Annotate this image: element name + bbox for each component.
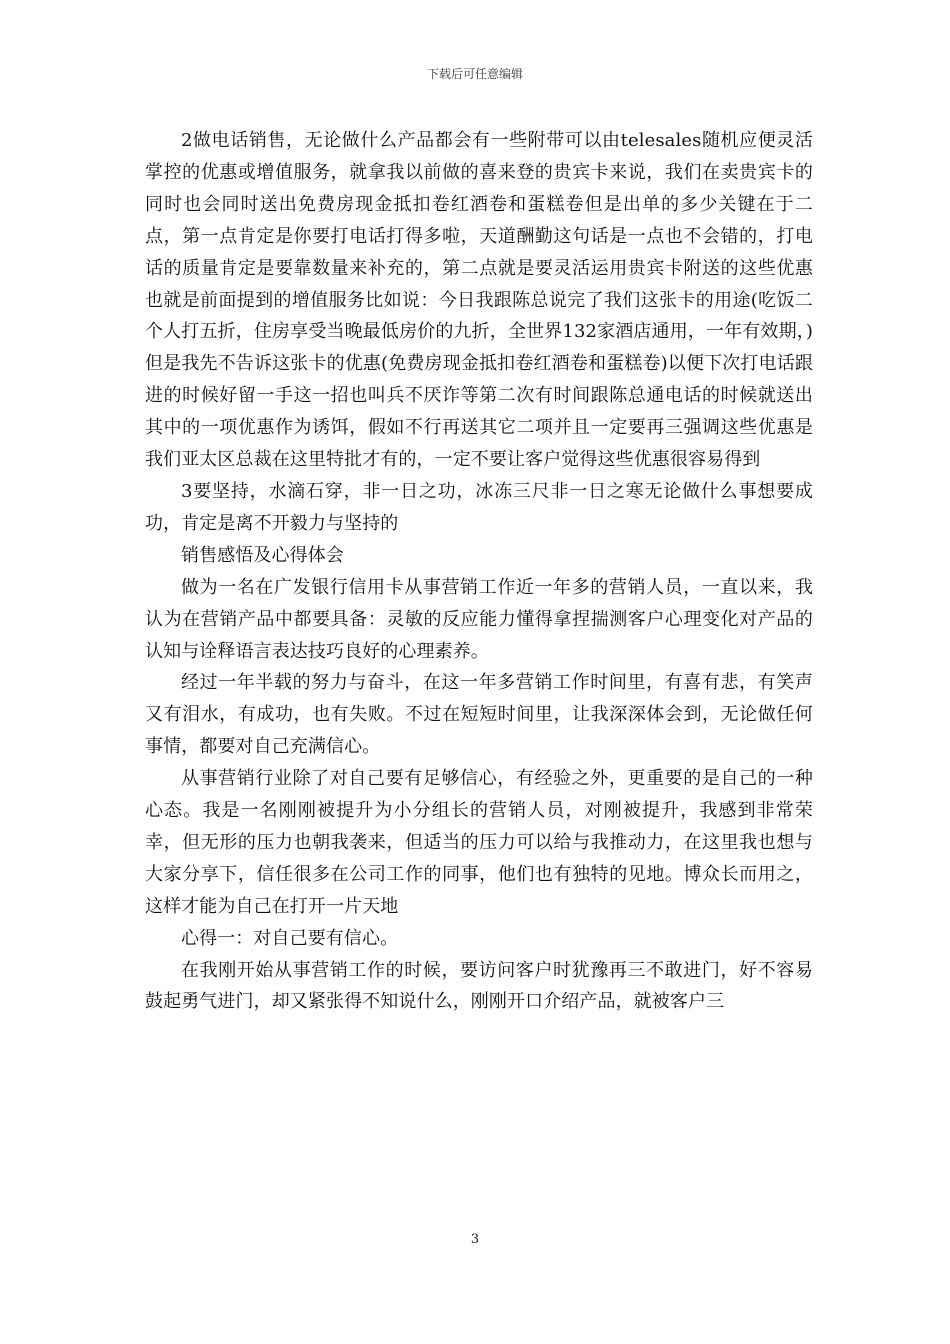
document-body <box>145 125 813 1018</box>
paragraph-first-visits: 在我刚开始从事营销工作的时候，要访问客户时犹豫再三不敢进门，好不容易鼓起勇气进门，却又紧张得不知说什么，刚刚开口介绍产品，就被客户三 <box>145 959 813 1013</box>
paragraph-introduction: 做为一名在广发银行信用卡从事营销工作近一年多的营销人员，一直以来，我认为在营销产品中都要具备：灵敏的反应能力懂得拿捏揣测客户心理变化对产品的认知与诠释语言表达技巧良好的心理素养。 <box>145 576 813 662</box>
section-heading: 销售感悟及心得体会 <box>181 544 344 566</box>
paragraph-persistence: 3要坚持，水滴石穿，非一日之功，冰冻三尺非一日之寒无论做什么事想要成功，肯定是离不开毅力与坚持的 <box>145 480 813 534</box>
subheading-confidence: 心得一：对自己要有信心。 <box>181 927 399 949</box>
paragraph-telesales-tips: 2做电话销售，无论做什么产品都会有一些附带可以由telesales随机应便灵活掌控的优惠或增值服务，就拿我以前做的喜来登的贵宾卡来说，我们在卖贵宾卡的同时也会同时送出免费房现金抵扣卷红酒卷和蛋糕卷但是出单的多少关键在于二点，第一点肯定是你要打电话打得多啦，天道酬勤这句话是一点也不会错的，打电话的质量肯定是要靠数量来补充的，第二点就是要灵活运用贵宾卡附送的这些优惠也就是前面提到的增值服务比如说：今日我跟陈总说完了我们这张卡的用途(吃饭二个人打五折，住房享受当晚最低房价的九折，全世界132家酒店通用，一年有效期，)但是我先不告诉这张卡的优惠(免费房现金抵扣卷红酒卷和蛋糕卷)以便下次打电话跟进的时候好留一手这一招也叫兵不厌诈等第二次有时间跟陈总通电话的时候就送出其中的一项优惠作为诱饵，假如不行再送其它二项并且一定要再三强调这些优惠是我们亚太区总裁在这里特批才有的，一定不要让客户觉得这些优惠很容易得到 <box>145 130 813 471</box>
paragraph-mindset: 从事营销行业除了对自己要有足够信心，有经验之外，更重要的是自己的一种心态。我是一名刚刚被提升为小分组长的营销人员，对刚被提升，我感到非常荣幸，但无形的压力也朝我袭来，但适当的压力可以给与我推动力，在这里我也想与大家分享下，信任很多在公司工作的同事，他们也有独特的见地。博众长而用之，这样才能为自己在打开一片天地 <box>145 768 813 917</box>
page-header: 下载后可任意编辑 <box>426 67 523 81</box>
paragraph-experience: 经过一年半载的努力与奋斗，在这一年多营销工作时间里，有喜有悲，有笑声又有泪水，有成功，也有失败。不过在短短时间里，让我深深体会到，无论做任何事情，都要对自己充满信心。 <box>145 672 813 758</box>
page-number: 3 <box>470 1232 480 1247</box>
